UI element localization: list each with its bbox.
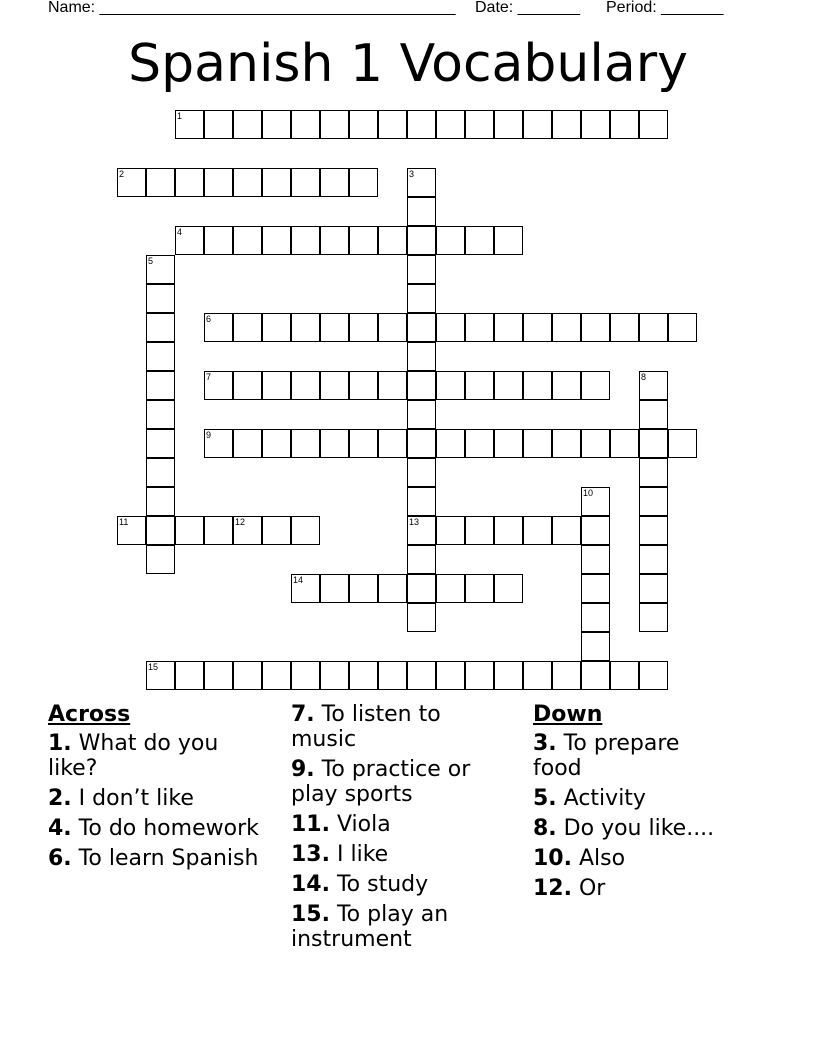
- grid-cell[interactable]: [436, 371, 465, 400]
- clue-number-label: 11: [119, 517, 129, 527]
- grid-cell[interactable]: [175, 661, 204, 690]
- clue-across-14: 14. To study: [291, 872, 429, 897]
- grid-cell[interactable]: [494, 429, 523, 458]
- grid-cell[interactable]: [639, 487, 668, 516]
- grid-cell[interactable]: [204, 661, 233, 690]
- name-blank[interactable]: ________________________________________: [99, 0, 456, 16]
- grid-cell[interactable]: [436, 661, 465, 690]
- grid-cell[interactable]: [262, 226, 291, 255]
- clue-number-label: 12: [235, 517, 246, 527]
- grid-cell[interactable]: [523, 371, 552, 400]
- grid-cell[interactable]: [146, 429, 175, 458]
- grid-cell[interactable]: [494, 226, 523, 255]
- clue-number-label: 5: [148, 256, 154, 266]
- grid-cell[interactable]: [349, 313, 378, 342]
- grid-cell[interactable]: [465, 574, 494, 603]
- grid-cell[interactable]: [465, 661, 494, 690]
- grid-cell[interactable]: [581, 313, 610, 342]
- grid-cell[interactable]: [233, 226, 262, 255]
- grid-cell[interactable]: [523, 110, 552, 139]
- date-label: Date:: [475, 0, 514, 16]
- grid-cell[interactable]: [349, 168, 378, 197]
- grid-cell[interactable]: [378, 226, 407, 255]
- grid-cell[interactable]: [146, 545, 175, 574]
- grid-cell[interactable]: [262, 516, 291, 545]
- grid-cell[interactable]: [407, 226, 436, 255]
- period-label: Period:: [606, 0, 657, 16]
- grid-cell[interactable]: [407, 429, 436, 458]
- grid-cell[interactable]: [668, 313, 697, 342]
- grid-cell[interactable]: [262, 661, 291, 690]
- clue-number-label: 9: [206, 430, 212, 440]
- grid-cell[interactable]: [262, 168, 291, 197]
- clue-across-7: 7. To listen to music: [291, 702, 441, 752]
- grid-cell[interactable]: [320, 371, 349, 400]
- grid-cell[interactable]: [581, 516, 610, 545]
- clue-across-9: 9. To practice or play sports: [291, 757, 471, 807]
- grid-cell[interactable]: [668, 429, 697, 458]
- grid-cell[interactable]: [175, 168, 204, 197]
- grid-cell[interactable]: [465, 371, 494, 400]
- grid-cell[interactable]: [407, 545, 436, 574]
- grid-cell[interactable]: [465, 110, 494, 139]
- across-heading: Across: [48, 702, 131, 727]
- grid-cell[interactable]: [407, 574, 436, 603]
- grid-cell[interactable]: [407, 661, 436, 690]
- clue-number-label: 10: [583, 488, 594, 498]
- clue-number-label: 1: [177, 111, 183, 121]
- grid-cell[interactable]: [233, 429, 262, 458]
- clue-across-4: 4. To do homework: [48, 816, 259, 841]
- grid-cell[interactable]: [581, 574, 610, 603]
- clue-across-13: 13. I like: [291, 842, 389, 867]
- grid-cell[interactable]: [378, 110, 407, 139]
- grid-cell[interactable]: [639, 603, 668, 632]
- clue-number-label: 2: [119, 169, 125, 179]
- down-clues-column: [533, 702, 733, 906]
- grid-cell[interactable]: [146, 400, 175, 429]
- grid-cell[interactable]: [233, 110, 262, 139]
- grid-cell[interactable]: [436, 429, 465, 458]
- clue-across-15: 15. To play an instrument: [291, 902, 449, 952]
- grid-cell[interactable]: [581, 429, 610, 458]
- grid-cell[interactable]: [407, 255, 436, 284]
- grid-cell[interactable]: [291, 371, 320, 400]
- clue-down-3: 3. To prepare food: [533, 731, 680, 781]
- grid-cell[interactable]: [320, 429, 349, 458]
- grid-cell[interactable]: [436, 313, 465, 342]
- grid-cell[interactable]: [407, 603, 436, 632]
- grid-cell[interactable]: [233, 313, 262, 342]
- down-heading: Down: [533, 702, 603, 727]
- grid-cell[interactable]: [146, 458, 175, 487]
- grid-cell[interactable]: [581, 632, 610, 661]
- grid-cell[interactable]: [581, 661, 610, 690]
- grid-cell[interactable]: [465, 429, 494, 458]
- grid-cell[interactable]: [581, 545, 610, 574]
- grid-cell[interactable]: [320, 574, 349, 603]
- grid-cell[interactable]: [291, 168, 320, 197]
- grid-cell[interactable]: [262, 110, 291, 139]
- grid-cell[interactable]: [204, 226, 233, 255]
- clue-number-label: 3: [409, 169, 415, 179]
- grid-cell[interactable]: [552, 429, 581, 458]
- grid-cell[interactable]: [146, 516, 175, 545]
- grid-cell[interactable]: [204, 168, 233, 197]
- grid-cell[interactable]: [494, 110, 523, 139]
- grid-cell[interactable]: [639, 516, 668, 545]
- grid-cell[interactable]: [349, 661, 378, 690]
- grid-cell[interactable]: [146, 371, 175, 400]
- grid-cell[interactable]: [320, 168, 349, 197]
- clue-across-6: 6. To learn Spanish: [48, 846, 259, 871]
- grid-cell[interactable]: [552, 661, 581, 690]
- grid-cell[interactable]: [233, 661, 262, 690]
- clue-number-label: 14: [293, 575, 304, 585]
- across-clues-column-1: [48, 702, 263, 876]
- grid-cell[interactable]: [349, 574, 378, 603]
- grid-cell[interactable]: [320, 110, 349, 139]
- grid-cell[interactable]: [494, 661, 523, 690]
- grid-cell[interactable]: [291, 226, 320, 255]
- grid-cell[interactable]: [639, 110, 668, 139]
- grid-cell[interactable]: [378, 574, 407, 603]
- grid-cell[interactable]: [407, 400, 436, 429]
- grid-cell[interactable]: [465, 226, 494, 255]
- grid-cell[interactable]: [378, 313, 407, 342]
- clue-across-1: 1. What do you like?: [48, 731, 219, 781]
- grid-cell[interactable]: [378, 429, 407, 458]
- clue-across-11: 11. Viola: [291, 812, 391, 837]
- grid-cell[interactable]: [581, 110, 610, 139]
- grid-cell[interactable]: [349, 371, 378, 400]
- grid-cell[interactable]: [320, 226, 349, 255]
- clue-down-8: 8. Do you like....: [533, 816, 715, 841]
- grid-cell[interactable]: [146, 487, 175, 516]
- grid-cell[interactable]: [436, 226, 465, 255]
- grid-cell[interactable]: [320, 313, 349, 342]
- period-blank[interactable]: _______: [661, 0, 724, 16]
- grid-cell[interactable]: [320, 661, 349, 690]
- grid-cell[interactable]: [407, 284, 436, 313]
- grid-cell[interactable]: [262, 429, 291, 458]
- grid-cell[interactable]: [494, 516, 523, 545]
- grid-cell[interactable]: [436, 574, 465, 603]
- date-blank[interactable]: _______: [517, 0, 580, 16]
- grid-cell[interactable]: [639, 429, 668, 458]
- grid-cell[interactable]: [465, 313, 494, 342]
- clue-down-5: 5. Activity: [533, 786, 646, 811]
- grid-cell[interactable]: [407, 110, 436, 139]
- grid-cell[interactable]: [523, 661, 552, 690]
- grid-cell[interactable]: [465, 516, 494, 545]
- grid-cell[interactable]: [610, 429, 639, 458]
- grid-cell[interactable]: [407, 487, 436, 516]
- clue-number-label: 6: [206, 314, 212, 324]
- grid-cell[interactable]: [552, 516, 581, 545]
- grid-cell[interactable]: [639, 313, 668, 342]
- grid-cell[interactable]: [436, 516, 465, 545]
- grid-cell[interactable]: [378, 371, 407, 400]
- name-label: Name:: [48, 0, 96, 16]
- grid-cell[interactable]: [494, 313, 523, 342]
- grid-cell[interactable]: [436, 110, 465, 139]
- grid-cell[interactable]: [639, 661, 668, 690]
- across-clues-column-2: [291, 702, 506, 957]
- page-title: Spanish 1 Vocabulary: [128, 34, 688, 94]
- grid-cell[interactable]: [523, 429, 552, 458]
- grid-cell[interactable]: [349, 226, 378, 255]
- grid-cell[interactable]: [407, 458, 436, 487]
- grid-cell[interactable]: [233, 371, 262, 400]
- grid-cell[interactable]: [146, 313, 175, 342]
- grid-cell[interactable]: [291, 313, 320, 342]
- grid-cell[interactable]: [407, 371, 436, 400]
- grid-cell[interactable]: [610, 313, 639, 342]
- grid-cell[interactable]: [175, 516, 204, 545]
- grid-cell[interactable]: [581, 371, 610, 400]
- clue-number-label: 8: [641, 372, 647, 382]
- clue-across-2: 2. I don’t like: [48, 786, 194, 811]
- grid-cell[interactable]: [233, 168, 262, 197]
- grid-cell[interactable]: [407, 197, 436, 226]
- clue-number-label: 4: [177, 227, 183, 237]
- grid-cell[interactable]: [349, 110, 378, 139]
- grid-cell[interactable]: [146, 284, 175, 313]
- clue-down-12: 12. Or: [533, 876, 606, 901]
- grid-cell[interactable]: [494, 371, 523, 400]
- grid-cell[interactable]: [291, 661, 320, 690]
- grid-cell[interactable]: [552, 313, 581, 342]
- grid-cell[interactable]: [291, 429, 320, 458]
- grid-cell[interactable]: [204, 110, 233, 139]
- clue-down-10: 10. Also: [533, 846, 626, 871]
- grid-cell[interactable]: [552, 110, 581, 139]
- clue-number-label: 15: [148, 662, 159, 672]
- grid-cell[interactable]: [291, 516, 320, 545]
- grid-cell[interactable]: [262, 313, 291, 342]
- grid-cell[interactable]: [407, 342, 436, 371]
- grid-cell[interactable]: [610, 661, 639, 690]
- grid-cell[interactable]: [262, 371, 291, 400]
- grid-cell[interactable]: [639, 400, 668, 429]
- grid-cell[interactable]: [581, 603, 610, 632]
- grid-cell[interactable]: [146, 168, 175, 197]
- grid-cell[interactable]: [407, 313, 436, 342]
- grid-cell[interactable]: [291, 110, 320, 139]
- grid-cell[interactable]: [639, 545, 668, 574]
- clue-number-label: 13: [409, 517, 420, 527]
- grid-cell[interactable]: [523, 516, 552, 545]
- grid-cell[interactable]: [204, 516, 233, 545]
- grid-cell[interactable]: [639, 458, 668, 487]
- grid-cell[interactable]: [146, 342, 175, 371]
- grid-cell[interactable]: [378, 661, 407, 690]
- grid-cell[interactable]: [610, 110, 639, 139]
- grid-cell[interactable]: [523, 313, 552, 342]
- grid-cell[interactable]: [494, 574, 523, 603]
- grid-cell[interactable]: [552, 371, 581, 400]
- clue-number-label: 7: [206, 372, 212, 382]
- grid-cell[interactable]: [349, 429, 378, 458]
- grid-cell[interactable]: [639, 574, 668, 603]
